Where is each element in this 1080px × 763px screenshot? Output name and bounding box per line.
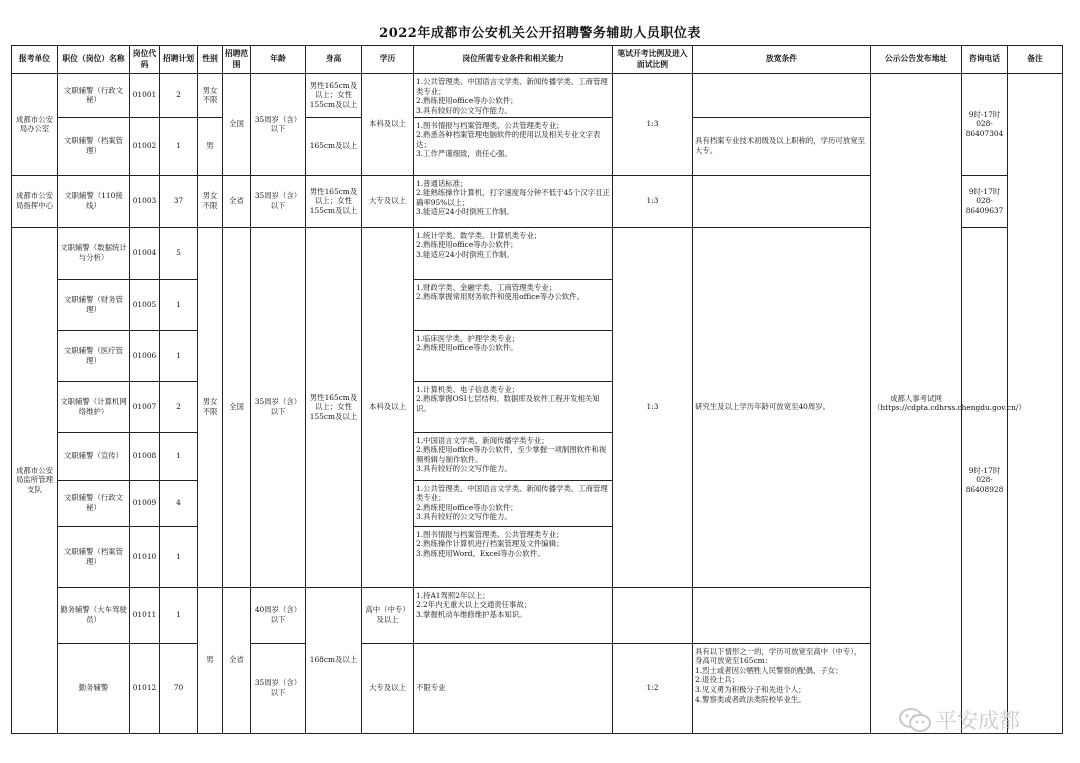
gender-cell: 男女不限 (198, 175, 223, 227)
header-cell: 身高 (306, 46, 362, 74)
header-row (12, 46, 1063, 74)
height-cell: 男性165cm及以上；女性155cm及以上 (306, 175, 362, 227)
ratio-cell: 1:3 (613, 175, 693, 227)
hiring-plan: 37 (160, 175, 198, 227)
hiring-plan: 1 (160, 432, 198, 480)
header-cell: 性别 (198, 46, 223, 74)
requirement-cell: 1.普通话标准； 2.能熟练操作计算机，打字速度每分钟不低于45个汉字且正确率95%以上； 3.能适应24小时倒班工作制。 (414, 175, 613, 227)
table-row (12, 74, 1063, 118)
relax-cell-empty (693, 74, 871, 118)
scope-cell: 全国 (223, 227, 251, 587)
age-cell: 35周岁（含）以下 (251, 227, 306, 587)
education-cell: 本科及以上 (362, 227, 414, 587)
gender-cell: 男女不限 (198, 227, 223, 587)
relax-cell: 具有以下情形之一的，学历可放宽至高中（中专），身高可放宽至165cm： 1.烈士或者因公牺牲人民警察的配偶、子女； 2.退役士兵； 3.见义勇为积极分子和先进个人； 4.警察类或者政法类院校毕业生。 (693, 643, 871, 733)
requirement-cell: 1.图书情报与档案管理类、公共管理类专业； 2.熟悉各种档案管理电脑软件的使用以及相关专业文字表达； 3.工作严谨细致，责任心强。 (414, 117, 613, 175)
gender-cell: 男女不限 (198, 74, 223, 118)
age-cell: 40周岁（含）以下 (251, 587, 306, 643)
requirement-cell: 1.计算机类、电子信息类专业； 2.熟练掌握OSI七层结构、数据库及软件工程开发相关知识。 (414, 381, 613, 432)
unit-cell: 成都市公安局监所管理支队 (12, 227, 58, 733)
header-cell: 放宽条件 (693, 46, 871, 74)
unit-cell: 成都市公安局办公室 (12, 74, 58, 176)
hiring-plan: 1 (160, 330, 198, 381)
gender-cell: 男 (198, 117, 223, 175)
requirement-cell: 1.持A1驾照2年以上； 2.2年内无重大以上交通责任事故； 3.掌握机动车维修维护基本知识。 (414, 587, 613, 643)
publish-address: 成都人事考试网（https://cdpta.cdhrss.chengdu.gov.cn/） (871, 74, 962, 734)
age-cell: 35周岁（含）以下 (251, 175, 306, 227)
header-cell: 招聘计划 (160, 46, 198, 74)
requirement-cell: 1.统计学类、数学类、计算机类专业； 2.熟练使用office等办公软件； 3.能适应24小时倒班工作制。 (414, 227, 613, 279)
gender-cell: 男 (198, 587, 223, 733)
hiring-plan: 1 (160, 526, 198, 587)
hiring-plan: 5 (160, 227, 198, 279)
requirement-cell: 1.公共管理类、中国语言文学类、新闻传播学类、工商管理类专业； 2.熟练使用office等办公软件； 3.具有较好的公文写作能力。 (414, 74, 613, 118)
hiring-plan: 1 (160, 279, 198, 330)
position-code: 01008 (130, 432, 160, 480)
phone-cell: 9时-17时 028-86408928 (962, 227, 1008, 733)
position-name: 勤务辅警 (58, 643, 130, 733)
height-cell: 男性165cm及以上；女性155cm及以上 (306, 74, 362, 118)
position-code: 01009 (130, 480, 160, 526)
hiring-plan: 2 (160, 381, 198, 432)
requirement-cell: 1.中国语言文学类、新闻传播学类专业； 2.熟练使用office等办公软件，至少掌握一项制图软件和视频剪辑与制作软件。 3.具有较好的公文写作能力。 (414, 432, 613, 480)
position-name: 文职辅警（计算机网络维护） (58, 381, 130, 432)
position-name: 文职辅警（宣传） (58, 432, 130, 480)
position-code: 01005 (130, 279, 160, 330)
relax-cell-empty (693, 175, 871, 227)
requirement-cell: 1.临床医学类、护理学类专业； 2.熟练使用office等办公软件。 (414, 330, 613, 381)
position-code: 01010 (130, 526, 160, 587)
wechat-icon (898, 707, 932, 733)
ratio-cell-empty (613, 587, 693, 643)
header-cell: 学历 (362, 46, 414, 74)
watermark (898, 705, 1020, 735)
position-name: 文职辅警（财务管理） (58, 279, 130, 330)
position-name: 文职辅警（数据统计与分析） (58, 227, 130, 279)
scope-cell: 全省 (223, 587, 251, 733)
relax-cell: 具有档案专业技术初级及以上职称的，学历可放宽至大专。 (693, 117, 871, 175)
age-cell: 35周岁（含）以下 (251, 74, 306, 176)
education-cell: 本科及以上 (362, 74, 414, 176)
position-name: 文职辅警（档案管理） (58, 117, 130, 175)
position-code: 01002 (130, 117, 160, 175)
position-code: 01001 (130, 74, 160, 118)
header-cell: 咨询电话 (962, 46, 1008, 74)
header-cell: 笔试开考比例及进入面试比例 (613, 46, 693, 74)
header-cell: 报考单位 (12, 46, 58, 74)
unit-cell: 成都市公安局指挥中心 (12, 175, 58, 227)
position-name: 勤务辅警（大车驾驶员） (58, 587, 130, 643)
scope-cell: 全国 (223, 74, 251, 176)
position-name: 文职辅警（档案管理） (58, 526, 130, 587)
position-name: 文职辅警（110接线） (58, 175, 130, 227)
education-cell: 大专及以上 (362, 175, 414, 227)
watermark-text: 平安成都 (936, 709, 1020, 733)
header-cell: 职位（岗位）名称 (58, 46, 130, 74)
position-code: 01012 (130, 643, 160, 733)
phone-cell: 9时-17时 028-86407304 (962, 74, 1008, 176)
hiring-plan: 1 (160, 117, 198, 175)
position-table (11, 45, 1063, 734)
age-cell: 35周岁（含）以下 (251, 643, 306, 733)
requirement-cell: 1.图书情报与档案管理类、公共管理类专业； 2.熟练操作计算机进行档案管理及文件编辑； 3.熟练使用Word、Excel等办公软件。 (414, 526, 613, 587)
position-code: 01003 (130, 175, 160, 227)
position-code: 01006 (130, 330, 160, 381)
relax-cell: 研究生及以上学历年龄可放宽至40周岁。 (693, 227, 871, 587)
height-cell: 男性165cm及以上；女性155cm及以上 (306, 227, 362, 587)
header-cell: 岗位所需专业条件和相关能力 (414, 46, 613, 74)
position-name: 文职辅警（行政文秘） (58, 480, 130, 526)
header-cell: 备注 (1008, 46, 1063, 74)
phone-cell: 9时-17时 028-86409637 (962, 175, 1008, 227)
requirement-cell: 1.财政学类、金融学类、工商管理类专业； 2.熟练掌握常用财务软件和使用office等办公软件。 (414, 279, 613, 330)
document-title: 2022年成都市公安机关公开招聘警务辅助人员职位表 (379, 26, 701, 41)
position-code: 01004 (130, 227, 160, 279)
header-cell: 岗位代码 (130, 46, 160, 74)
hiring-plan: 1 (160, 587, 198, 643)
position-code: 01011 (130, 587, 160, 643)
height-cell: 168cm及以上 (306, 587, 362, 733)
hiring-plan: 70 (160, 643, 198, 733)
education-cell: 大专及以上 (362, 643, 414, 733)
requirement-cell: 不限专业 (414, 643, 613, 733)
hiring-plan: 2 (160, 74, 198, 118)
ratio-cell: 1:2 (613, 643, 693, 733)
education-cell: 高中（中专）及以上 (362, 587, 414, 643)
requirement-cell: 1.公共管理类、中国语言文学类、新闻传播学类、工商管理类专业； 2.熟练使用office等办公软件； 3.具有较好的公文写作能力。 (414, 480, 613, 526)
header-cell: 公示公告发布地址 (871, 46, 962, 74)
ratio-cell: 1:3 (613, 74, 693, 176)
height-cell: 165cm及以上 (306, 117, 362, 175)
relax-cell-empty (693, 587, 871, 643)
hiring-plan: 4 (160, 480, 198, 526)
header-cell: 招聘范围 (223, 46, 251, 74)
position-name: 文职辅警（医疗管理） (58, 330, 130, 381)
ratio-cell: 1:3 (613, 227, 693, 587)
header-cell: 年龄 (251, 46, 306, 74)
scope-cell: 全省 (223, 175, 251, 227)
position-code: 01007 (130, 381, 160, 432)
position-name: 文职辅警（行政文秘） (58, 74, 130, 118)
